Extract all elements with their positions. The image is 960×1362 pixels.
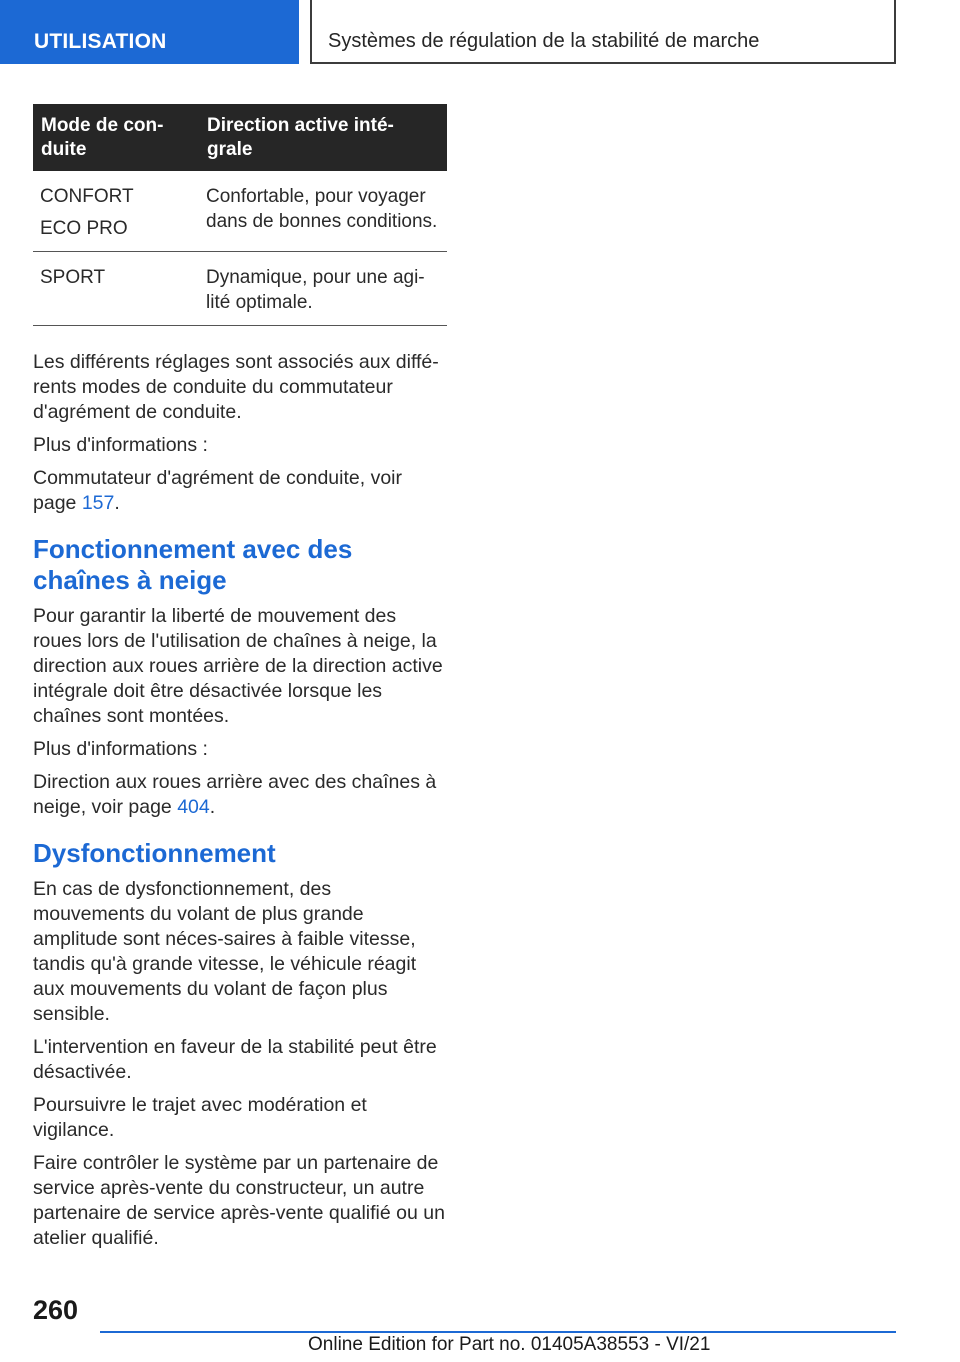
mode-label: CONFORT	[40, 186, 134, 207]
paragraph: Les différents réglages sont associés aux diffé-rents modes de conduite du commutateur d'agrément de conduite.	[33, 351, 439, 423]
paragraph: Plus d'informations :	[33, 434, 208, 456]
section-header-tab	[0, 0, 299, 64]
table-header-row	[33, 104, 447, 171]
mode-label: ECO PRO	[40, 218, 128, 239]
paragraph	[33, 466, 447, 516]
main-content	[33, 104, 447, 1259]
column-header-mode: Mode de con-duite	[33, 104, 199, 171]
paragraph: Pour garantir la liberté de mouvement des roues lors de l'utilisation de chaînes à neige, la direction aux roues arrière de la direction active intégrale doit être désactivée lorsque les chaînes sont montées.	[33, 605, 443, 727]
drive-mode-table	[33, 104, 447, 326]
page-reference-link[interactable]: 404	[177, 796, 210, 818]
column-header-steering: Direction active inté-grale	[199, 104, 447, 171]
table-row	[33, 252, 447, 326]
paragraph-end: .	[114, 492, 120, 514]
section-heading-snow-chains: Fonctionnement avec des chaînes à neige	[33, 534, 353, 595]
page-reference-link[interactable]: 157	[81, 492, 115, 514]
section-title: UTILISATION	[34, 30, 167, 53]
paragraph: Poursuivre le trajet avec modération et vigilance.	[33, 1094, 367, 1141]
table-row	[33, 171, 447, 252]
description-cell: Dynamique, pour une agi-lité optimale.	[199, 252, 447, 326]
chapter-header	[310, 0, 896, 64]
page-number: 260	[33, 1295, 79, 1325]
paragraph-text: Commutateur d'agrément de conduite, voir page	[33, 467, 402, 514]
footer-divider	[100, 1331, 896, 1333]
paragraph-text: Direction aux roues arrière avec des chaînes à neige, voir page	[33, 771, 437, 818]
mode-cell	[33, 252, 199, 326]
paragraph: Plus d'informations :	[33, 738, 208, 760]
chapter-title: Systèmes de régulation de la stabilité de marche	[328, 30, 760, 52]
section-heading-malfunction: Dysfonctionnement	[33, 838, 276, 868]
paragraph-end: .	[209, 796, 216, 818]
paragraph: En cas de dysfonctionnement, des mouvements du volant de plus grande amplitude sont néces-saires à faible vitesse, tandis qu'à grande vitesse, le véhicule réagit aux mouvements du volant de façon plus sensible.	[33, 878, 417, 1025]
description-cell: Confortable, pour voyager dans de bonnes conditions.	[199, 171, 447, 252]
paragraph: L'intervention en faveur de la stabilité peut être désactivée.	[33, 1036, 437, 1083]
paragraph	[33, 770, 447, 820]
intro-text	[33, 350, 447, 516]
paragraph: Faire contrôler le système par un partenaire de service après-vente du constructeur, un autre partenaire de service après-vente qualifié ou un atelier qualifié.	[33, 1152, 445, 1249]
mode-cell	[33, 171, 199, 252]
mode-label: SPORT	[40, 267, 106, 288]
edition-info: Online Edition for Part no. 01405A38553 - VI/21	[308, 1334, 711, 1355]
